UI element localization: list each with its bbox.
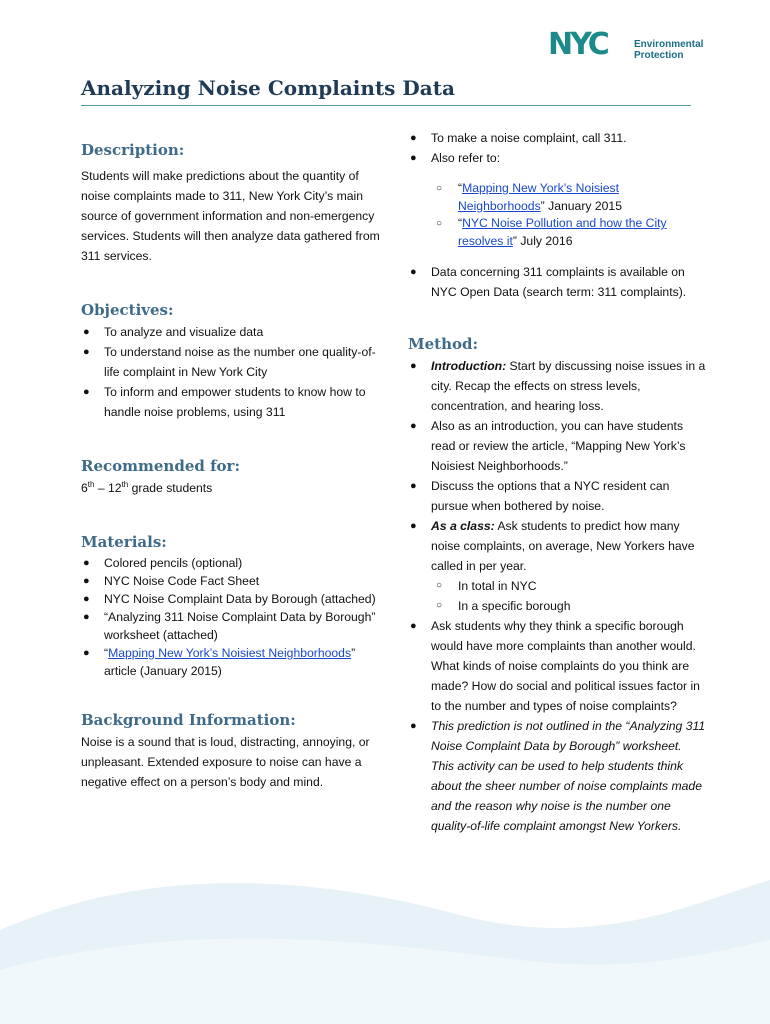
bullet-icon: ●	[83, 593, 90, 605]
article-link-noisiest-neighborhoods[interactable]: Mapping New York’s Noisiest Neighborhoods	[108, 646, 352, 660]
bullet-icon: ●	[83, 557, 90, 569]
bullet-icon: ●	[83, 326, 90, 338]
list-item: ● To understand noise as the number one quality-of-life complaint in New York City	[81, 342, 381, 382]
background-text: Noise is a sound that is loud, distracting, annoying, or unpleasant. Extended exposure to noise can have a negative effect on a person’s body and mind.	[81, 735, 370, 789]
agency-line-2: Protection	[634, 50, 684, 61]
left-column	[81, 138, 381, 792]
materials-heading: Materials:	[81, 533, 167, 551]
list-item: ● Colored pencils (optional)	[83, 556, 243, 570]
bullet-icon: ●	[410, 360, 417, 372]
nyc-dep-logo	[548, 27, 708, 64]
list-item: ● “Mapping New York’s Noisiest Neighborhoods” article (January 2015)	[83, 646, 356, 678]
bullet-icon: ●	[410, 720, 417, 732]
circle-bullet-icon: ○	[436, 600, 443, 611]
list-item: ● “Analyzing 311 Noise Complaint Data by Borough” worksheet (attached)	[83, 610, 376, 642]
list-item: ● This prediction is not outlined in the “Analyzing 311 Noise Complaint Data by Borough” worksheet. This activity can be used to help students think about the sheer number of noise complaints made and the reason why noise is the number one quality-of-life complaint amongst New Yorkers.	[408, 716, 708, 836]
list-item: ● Also refer to:	[408, 148, 708, 168]
list-item: ● To analyze and visualize data	[81, 322, 381, 342]
background-heading: Background Information:	[81, 711, 296, 729]
list-item: ○ In a specific borough	[408, 596, 708, 616]
list-item: ● To inform and empower students to know how to handle noise problems, using 311	[81, 382, 381, 422]
agency-name	[634, 39, 703, 61]
list-item: ● To make a noise complaint, call 311.	[408, 128, 708, 148]
list-item: ● Data concerning 311 complaints is available on NYC Open Data (search term: 311 complaints).	[408, 262, 708, 302]
list-item: ○ “Mapping New York’s Noisiest Neighborhoods” January 2015	[436, 181, 622, 213]
bullet-icon: ●	[410, 152, 417, 164]
list-item: ● As a class: Ask students to predict how many noise complaints, on average, New Yorkers have called in per year.	[408, 516, 708, 576]
circle-bullet-icon: ○	[436, 183, 443, 194]
objectives-heading: Objectives:	[81, 301, 174, 319]
bullet-icon: ●	[410, 620, 417, 632]
description-heading: Description:	[81, 141, 185, 159]
list-item: ● NYC Noise Complaint Data by Borough (attached)	[83, 592, 376, 606]
description-text: Students will make predictions about the quantity of noise complaints made to 311, New York City’s main source of government information and non-emergency services. Students will then analyze data gathered from 311 services.	[81, 169, 380, 263]
bullet-icon: ●	[410, 266, 417, 278]
reference-links	[408, 180, 708, 250]
bullet-icon: ●	[83, 386, 90, 398]
resources-list	[408, 128, 708, 168]
bullet-icon: ●	[410, 480, 417, 492]
method-list	[408, 356, 708, 836]
link-mapping-noisiest[interactable]: Mapping New York’s Noisiest Neighborhoods	[458, 181, 619, 213]
list-item: ● Ask students why they think a specific borough would have more complaints than another would. What kinds of noise complaints do you think are made? How do social and political issues factor in to the number and types of noise complaints?	[408, 616, 708, 716]
bullet-icon: ●	[410, 520, 417, 532]
open-data-list	[408, 262, 708, 302]
circle-bullet-icon: ○	[436, 218, 443, 229]
bullet-icon: ●	[410, 132, 417, 144]
recommended-grades: 6th – 12th grade students	[81, 479, 213, 495]
list-item: ● Discuss the options that a NYC resident can pursue when bothered by noise.	[408, 476, 708, 516]
bullet-icon: ●	[83, 575, 90, 587]
list-item: ○ In total in NYC	[408, 576, 708, 596]
link-noise-pollution[interactable]: NYC Noise Pollution and how the City resolves it	[458, 216, 667, 248]
materials-list	[81, 554, 381, 680]
bullet-icon: ●	[83, 611, 90, 623]
list-item: ● NYC Noise Code Fact Sheet	[83, 574, 260, 588]
method-heading: Method:	[408, 335, 479, 353]
list-item: ● Introduction: Start by discussing noise issues in a city. Recap the effects on stress levels, concentration, and hearing loss.	[408, 356, 708, 416]
background-wave	[0, 860, 770, 1024]
bullet-icon: ●	[83, 647, 90, 659]
bullet-icon: ●	[410, 420, 417, 432]
list-item: ● Also as an introduction, you can have students read or review the article, “Mapping New York’s Noisiest Neighborhoods.”	[408, 416, 708, 476]
right-column	[408, 128, 708, 836]
list-item: ○ “NYC Noise Pollution and how the City resolves it” July 2016	[436, 216, 667, 248]
bullet-icon: ●	[83, 346, 90, 358]
page-title: Analyzing Noise Complaints Data	[81, 76, 455, 100]
title-divider	[81, 105, 691, 106]
agency-line-1: Environmental	[634, 39, 704, 50]
objectives-list	[81, 322, 381, 422]
recommended-heading: Recommended for:	[81, 457, 240, 475]
nyc-wordmark: NYC	[548, 27, 607, 62]
circle-bullet-icon: ○	[436, 580, 443, 591]
